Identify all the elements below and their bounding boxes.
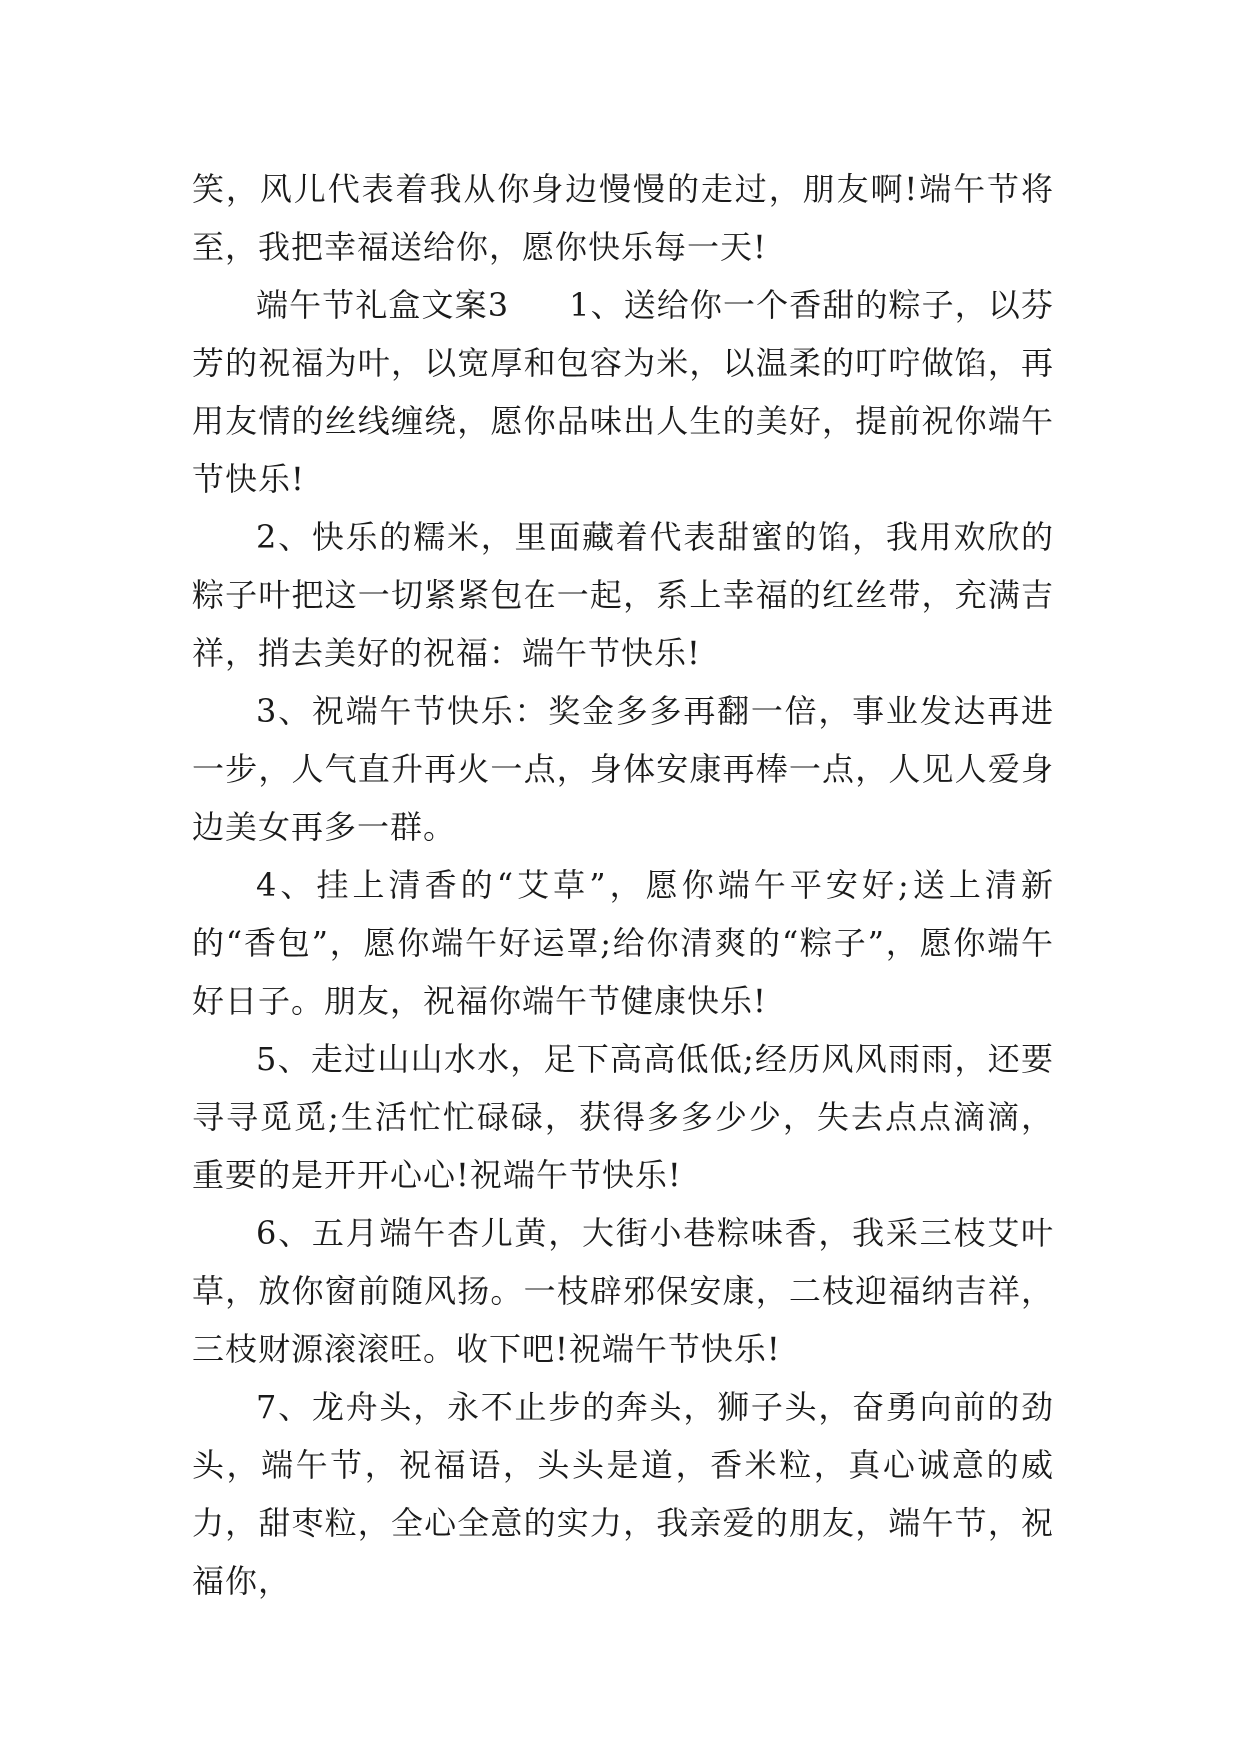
paragraph-item-6: 6、五月端午杏儿黄，大街小巷粽味香，我采三枝艾叶草，放你窗前随风扬。一枝辟邪保安康，二枝迎福纳吉祥，三枝财源滚滚旺。收下吧!祝端午节快乐! xyxy=(192,1214,1054,1368)
section-heading: 端午节礼盒文案3 xyxy=(256,286,510,324)
paragraph-section-start xyxy=(192,276,1054,508)
paragraph-continuation: 笑，风儿代表着我从你身边慢慢的走过，朋友啊!端午节将至，我把幸福送给你，愿你快乐每一天! xyxy=(192,170,1054,266)
paragraph-item-5: 5、走过山山水水，足下高高低低;经历风风雨雨，还要寻寻觅觅;生活忙忙碌碌，获得多多少少，失去点点滴滴，重要的是开开心心!祝端午节快乐! xyxy=(192,1040,1054,1194)
paragraph-item-1: 1、送给你一个香甜的粽子，以芬芳的祝福为叶，以宽厚和包容为米，以温柔的叮咛做馅，再用友情的丝线缠绕，愿你品味出人生的美好，提前祝你端午节快乐! xyxy=(192,286,1054,498)
paragraph-item-3: 3、祝端午节快乐：奖金多多再翻一倍，事业发达再进一步，人气直升再火一点，身体安康再棒一点，人见人爱身边美女再多一群。 xyxy=(192,692,1054,846)
paragraph-item-7: 7、龙舟头，永不止步的奔头，狮子头，奋勇向前的劲头，端午节，祝福语，头头是道，香米粒，真心诚意的威力，甜枣粒，全心全意的实力，我亲爱的朋友，端午节，祝福你， xyxy=(192,1388,1054,1600)
paragraph-item-2: 2、快乐的糯米，里面藏着代表甜蜜的馅，我用欢欣的粽子叶把这一切紧紧包在一起，系上幸福的红丝带，充满吉祥，捎去美好的祝福：端午节快乐! xyxy=(192,518,1054,672)
paragraph-item-4: 4、挂上清香的“艾草”，愿你端午平安好;送上清新的“香包”，愿你端午好运罩;给你清爽的“粽子”，愿你端午好日子。朋友，祝福你端午节健康快乐! xyxy=(192,866,1054,1020)
document-body xyxy=(192,160,1054,1610)
